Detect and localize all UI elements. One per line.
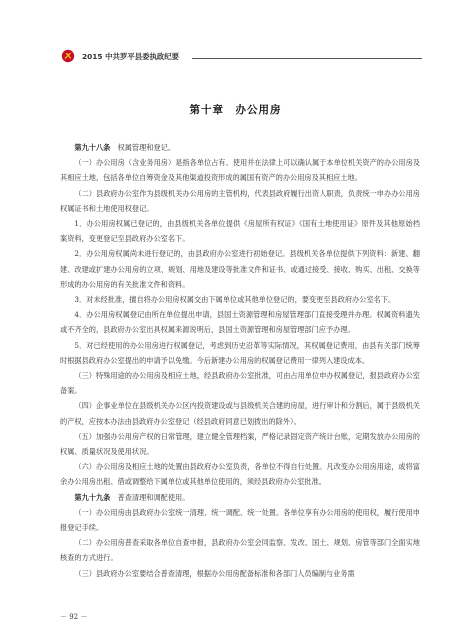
paragraph: 1．办公用房权属已登记的，由县级机关各单位提供《房屋所有权证》《国有土地使用证》原件及其他原始档案资料，变更登记至县政府办公室名下。 (60, 219, 420, 244)
paragraph: （三）特殊用途的办公用房及相应土地，经县政府办公室批准，可由占用单位申办权属登记，报县政府办公室备案。 (60, 371, 420, 396)
paragraph: （五）加强办公用房产权的日常管理，建立健全管理档案，严格记录固定资产统计台账，定期发放办公用房的权属、质量状况及使用状况。 (60, 431, 420, 457)
paragraph: （一）办公用房（含业务用房）是指各单位占有、使用并在法律上可以确认属于本单位机关资产的办公用房及其相应土地，包括各单位自筹资金及其他渠道投资形成的属国有资产的办公用房及其相应土地。 (60, 158, 420, 183)
article-title: 普查清理和调配使用。 (117, 492, 190, 502)
paragraph: （六）办公用房及相应土地的处置由县政府办公室负责，各单位不得自行处置。凡改变办公用房用途，或将富余办公用房出租、借或调整给下属单位或其他单位使用的，须经县政府办公室批准。 (60, 462, 420, 487)
chapter-title: 第十章 办公用房 (189, 104, 282, 116)
paragraph: （四）企事业单位在县级机关办公区内投资建设或与县级机关合建的房屋，进行审计和分割后，属于县级机关的产权，应按本办法由县政府办公室登记（经县政府同意已划拨出的除外）。 (60, 401, 420, 426)
paragraph: 4．办公用房权属登记由所在单位提出申请，县国土资源管理和房屋管理部门直接受理并办理。权属资料遗失或不齐全的，县政府办公室出具权属来源说明后，县国土资源管理和房屋管理部门应予办理。 (60, 310, 420, 335)
body-text (60, 140, 420, 581)
header-title: 2015 中共罗平县委执政纪要 (82, 52, 180, 61)
page-header (66, 50, 422, 64)
paragraph: （三）县政府办公室要结合普查清理，根据办公用房配备标准和各部门人员编制与业务需 (74, 568, 355, 578)
paragraph: 2．办公用房权属尚未进行登记的，由县政府办公室进行初始登记。县级机关各单位提供下列资料：新建、翻建、改建或扩建办公用房的立项、规划、用地及建设等批准文件和证书、或通过接受、接收、购买、出租、交换等形成的办公用房的有关批准文件和资料。 (60, 249, 420, 289)
article-title: 权属管理和登记。 (117, 143, 176, 152)
header-divider (192, 58, 422, 59)
article-number: 第九十八条 (74, 143, 111, 152)
paragraph: 3．对未经批准，擅自将办公用房权属交由下属单位或其他单位登记的，要变更至县政府办公室名下。 (74, 295, 396, 305)
paragraph: （一）办公用房由县政府办公室统一清理、统一调配、统一处置。各单位享有办公用房的使用权，履行使用申报登记手续。 (60, 507, 420, 533)
article-number: 第九十九条 (74, 492, 111, 502)
paragraph: （二）县政府办公室作为县级机关办公用房的主管机构，代表县政府履行出资人职责，负责统一申办办公用房权属证书和土地使用权登记。 (60, 188, 420, 213)
article-heading (60, 490, 420, 505)
article-heading (60, 140, 420, 155)
paragraph: 5．对已经使用的办公用房进行权属登记，考虑到历史沿革等实际情况，其权属登记费用，由县有关部门统筹时根据县政府办公室提出的申请予以免缴。今后新建办公用房的权属登记费用一律列入建设成本。 (60, 340, 420, 365)
paragraph: （二）办公用房普查采取各单位自查申报，县政府办公室会同监察、发改、国土、规划、房管等部门全面实地核查的方式进行。 (60, 538, 420, 563)
page-number: － 92 － (60, 613, 88, 621)
party-emblem-icon (61, 49, 75, 63)
